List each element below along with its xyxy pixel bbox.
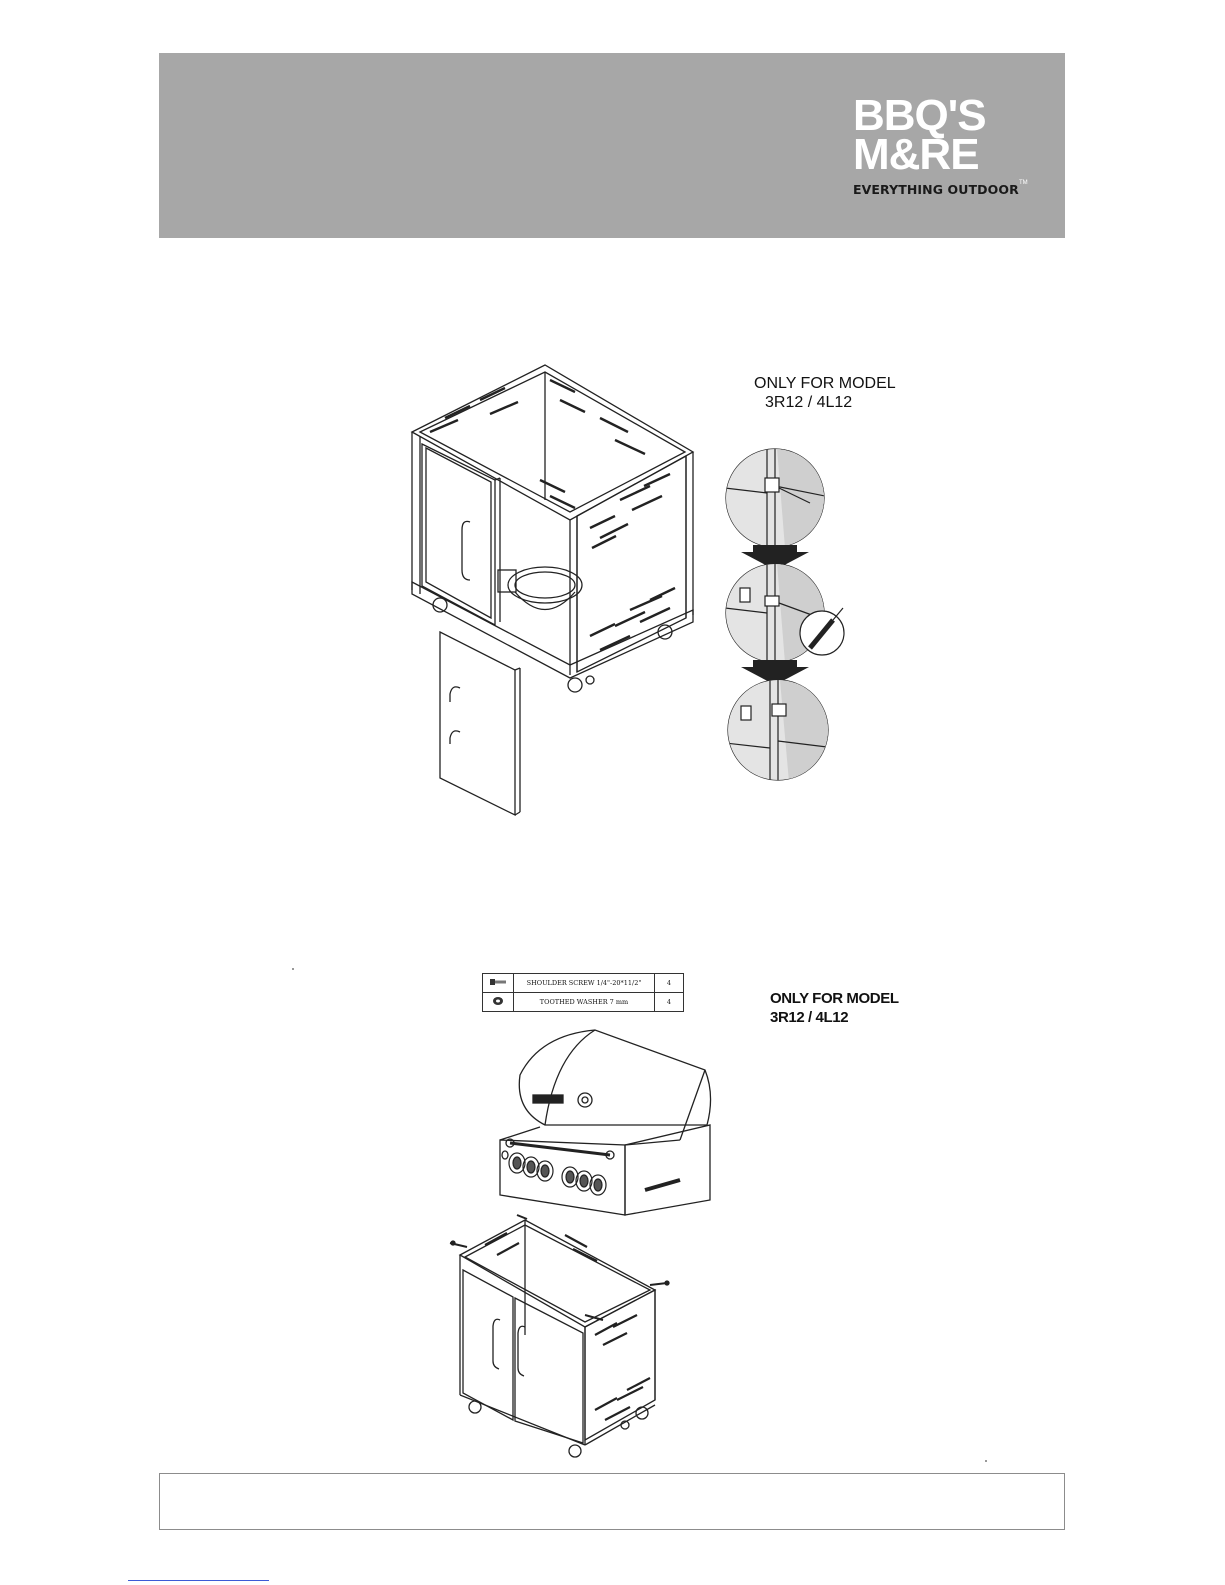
parts-name: SHOULDER SCREW 1/4"-20*11/2" (514, 974, 655, 993)
parts-row (483, 993, 684, 1012)
logo-line-1: BBQ'S (853, 91, 986, 140)
hinge-detail-illustration (725, 448, 855, 788)
parts-icon-cell (483, 993, 514, 1012)
step1-model-note-line1: ONLY FOR MODEL (754, 375, 896, 392)
header-band (159, 53, 1065, 238)
logo-line-2: M&RE (853, 130, 979, 179)
scan-dot (292, 968, 294, 970)
logo-trademark: TM (1019, 180, 1028, 186)
step2-model-note-line1: ONLY FOR MODEL (770, 990, 899, 1007)
parts-qty: 4 (655, 993, 684, 1012)
grill-on-cart-illustration (445, 1015, 725, 1460)
step2-model-note-line2: 3R12 / 4L12 (770, 1009, 849, 1026)
brand-logo (853, 91, 1028, 197)
parts-icon-cell (483, 974, 514, 993)
parts-name: TOOTHED WASHER 7 mm (514, 993, 655, 1012)
toothed-washer-icon (492, 996, 504, 1006)
parts-qty: 4 (655, 974, 684, 993)
logo-tagline: EVERYTHING OUTDOOR (853, 182, 1019, 197)
parts-table (482, 973, 684, 1012)
cart-door-assembly-illustration (400, 360, 710, 830)
scan-dot (985, 1460, 987, 1462)
bottom-link-underline (128, 1580, 269, 1581)
shoulder-screw-icon (489, 977, 507, 987)
step1-model-note-line2: 3R12 / 4L12 (765, 394, 853, 411)
footer-box (159, 1473, 1065, 1530)
parts-row (483, 974, 684, 993)
